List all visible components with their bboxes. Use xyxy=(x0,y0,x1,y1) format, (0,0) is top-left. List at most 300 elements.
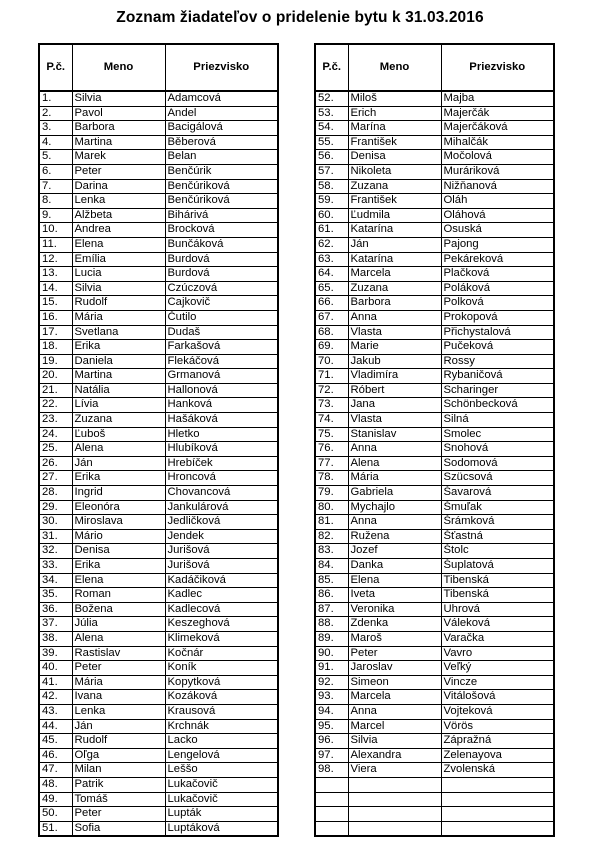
cell-number: 94. xyxy=(315,704,348,719)
table-row xyxy=(39,646,278,661)
cell-last-name: Hanková xyxy=(165,398,278,413)
cell-number: 75. xyxy=(315,427,348,442)
cell-last-name: Andel xyxy=(165,106,278,121)
cell-number: 43. xyxy=(39,704,72,719)
cell-first-name: Jakub xyxy=(348,354,441,369)
cell-first-name: Elena xyxy=(72,237,165,252)
cell-number: 37. xyxy=(39,617,72,632)
cell-number: 26. xyxy=(39,456,72,471)
cell-first-name: Ingrid xyxy=(72,486,165,501)
cell-last-name: Rybaničová xyxy=(441,369,554,384)
cell-number: 73. xyxy=(315,398,348,413)
cell-number: 17. xyxy=(39,325,72,340)
cell-last-name: Tibenská xyxy=(441,588,554,603)
cell-number xyxy=(315,777,348,792)
cell-last-name: Šťastná xyxy=(441,529,554,544)
cell-last-name: Burdová xyxy=(165,252,278,267)
cell-first-name: Vladimíra xyxy=(348,369,441,384)
table-row xyxy=(39,252,278,267)
table-row xyxy=(315,135,554,150)
table-row xyxy=(39,588,278,603)
cell-last-name: Jendek xyxy=(165,529,278,544)
cell-first-name: Denisa xyxy=(72,544,165,559)
cell-first-name: Mychajlo xyxy=(348,500,441,515)
cell-first-name: Marek xyxy=(72,150,165,165)
cell-first-name: Peter xyxy=(72,807,165,822)
cell-first-name: Pavol xyxy=(72,106,165,121)
cell-first-name: Darina xyxy=(72,179,165,194)
cell-number: 20. xyxy=(39,369,72,384)
cell-first-name: Peter xyxy=(348,646,441,661)
cell-number: 25. xyxy=(39,442,72,457)
cell-last-name: Kočnár xyxy=(165,646,278,661)
cell-number: 93. xyxy=(315,690,348,705)
cell-last-name: Czúczová xyxy=(165,281,278,296)
table-row xyxy=(315,631,554,646)
cell-first-name: Nikoleta xyxy=(348,164,441,179)
cell-last-name: Kadlec xyxy=(165,588,278,603)
cell-first-name: Sofia xyxy=(72,821,165,836)
cell-first-name: Alžbeta xyxy=(72,208,165,223)
cell-number: 88. xyxy=(315,617,348,632)
cell-number: 98. xyxy=(315,763,348,778)
table-row xyxy=(39,456,278,471)
cell-last-name: Vojteková xyxy=(441,704,554,719)
cell-first-name: Andrea xyxy=(72,223,165,238)
cell-last-name: Váleková xyxy=(441,617,554,632)
cell-last-name: Belan xyxy=(165,150,278,165)
cell-number: 64. xyxy=(315,267,348,282)
cell-number: 14. xyxy=(39,281,72,296)
cell-number: 33. xyxy=(39,559,72,574)
cell-last-name: Pučeková xyxy=(441,340,554,355)
cell-last-name: Keszeghová xyxy=(165,617,278,632)
table-row xyxy=(39,792,278,807)
table-header-row xyxy=(39,44,278,91)
cell-last-name: Šmuľak xyxy=(441,500,554,515)
empty-table-row xyxy=(315,807,554,822)
table-row xyxy=(315,573,554,588)
table-row xyxy=(315,704,554,719)
cell-last-name: Muráriková xyxy=(441,164,554,179)
table-row xyxy=(315,690,554,705)
cell-last-name: Lupták xyxy=(165,807,278,822)
cell-last-name: Adamcová xyxy=(165,91,278,106)
header-first-name: Meno xyxy=(348,44,441,91)
empty-table-row xyxy=(315,777,554,792)
cell-first-name: Ľudmila xyxy=(348,208,441,223)
cell-last-name: Klimeková xyxy=(165,631,278,646)
cell-first-name: Iveta xyxy=(348,588,441,603)
cell-first-name: Silvia xyxy=(72,281,165,296)
table-row xyxy=(39,631,278,646)
cell-number: 45. xyxy=(39,734,72,749)
cell-last-name: Veľký xyxy=(441,661,554,676)
cell-number: 54. xyxy=(315,121,348,136)
cell-first-name xyxy=(348,792,441,807)
table-row xyxy=(39,383,278,398)
cell-first-name: Ján xyxy=(72,719,165,734)
cell-number xyxy=(315,807,348,822)
cell-first-name: Elena xyxy=(72,573,165,588)
cell-first-name: Vlasta xyxy=(348,413,441,428)
cell-last-name: Szücsová xyxy=(441,471,554,486)
cell-first-name: Miroslava xyxy=(72,515,165,530)
table-row xyxy=(315,734,554,749)
cell-number: 42. xyxy=(39,690,72,705)
cell-number: 16. xyxy=(39,310,72,325)
cell-first-name: Marcela xyxy=(348,690,441,705)
cell-last-name: Majerčáková xyxy=(441,121,554,136)
table-row xyxy=(39,427,278,442)
table-row xyxy=(39,194,278,209)
cell-last-name: Schönbecková xyxy=(441,398,554,413)
cell-number: 2. xyxy=(39,106,72,121)
cell-last-name: Scharinger xyxy=(441,383,554,398)
cell-first-name: Miloš xyxy=(348,91,441,106)
cell-last-name: Grmanová xyxy=(165,369,278,384)
cell-number: 10. xyxy=(39,223,72,238)
cell-number: 82. xyxy=(315,529,348,544)
cell-first-name: Lenka xyxy=(72,704,165,719)
cell-first-name: Anna xyxy=(348,310,441,325)
table-row xyxy=(39,150,278,165)
cell-first-name: Jozef xyxy=(348,544,441,559)
cell-first-name: Roman xyxy=(72,588,165,603)
cell-number: 49. xyxy=(39,792,72,807)
cell-last-name: Močolová xyxy=(441,150,554,165)
cell-first-name: Ružena xyxy=(348,529,441,544)
cell-last-name: Chovancová xyxy=(165,486,278,501)
cell-last-name: Kopytková xyxy=(165,675,278,690)
table-row xyxy=(39,807,278,822)
cell-first-name: Stanislav xyxy=(348,427,441,442)
cell-number: 27. xyxy=(39,471,72,486)
table-row xyxy=(39,763,278,778)
cell-first-name: Veronika xyxy=(348,602,441,617)
empty-table-row xyxy=(315,792,554,807)
cell-last-name: Plačková xyxy=(441,267,554,282)
cell-last-name: Jankulárová xyxy=(165,500,278,515)
cell-first-name: Natália xyxy=(72,383,165,398)
cell-first-name: Zuzana xyxy=(348,281,441,296)
applicants-table-right xyxy=(314,43,555,837)
cell-first-name: Lucia xyxy=(72,267,165,282)
cell-number: 40. xyxy=(39,661,72,676)
table-row xyxy=(315,588,554,603)
table-row xyxy=(39,704,278,719)
cell-last-name: Nižňanová xyxy=(441,179,554,194)
table-row xyxy=(39,413,278,428)
header-last-name: Priezvisko xyxy=(441,44,554,91)
cell-last-name: Zápražná xyxy=(441,734,554,749)
cell-last-name: Majba xyxy=(441,91,554,106)
applicants-table-left xyxy=(38,43,279,837)
cell-number: 38. xyxy=(39,631,72,646)
table-row xyxy=(39,559,278,574)
cell-first-name: Katarína xyxy=(348,252,441,267)
table-row xyxy=(39,281,278,296)
table-row xyxy=(39,486,278,501)
cell-number: 92. xyxy=(315,675,348,690)
cell-number: 87. xyxy=(315,602,348,617)
table-row xyxy=(315,369,554,384)
cell-first-name: Svetlana xyxy=(72,325,165,340)
cell-first-name: Simeon xyxy=(348,675,441,690)
cell-last-name: Poláková xyxy=(441,281,554,296)
cell-last-name: Kadlecová xyxy=(165,602,278,617)
table-row xyxy=(315,719,554,734)
page-title: Zoznam žiadateľov o pridelenie bytu k 31.03.2016 xyxy=(116,9,484,26)
cell-last-name: Hletko xyxy=(165,427,278,442)
cell-last-name: Tibenská xyxy=(441,573,554,588)
cell-last-name: Mihalčák xyxy=(441,135,554,150)
cell-last-name: Šrámková xyxy=(441,515,554,530)
cell-last-name: Hrebíček xyxy=(165,456,278,471)
cell-first-name: Zdenka xyxy=(348,617,441,632)
cell-first-name: Erich xyxy=(348,106,441,121)
cell-last-name: Hašáková xyxy=(165,413,278,428)
table-row xyxy=(39,237,278,252)
table-row xyxy=(39,734,278,749)
header-last-name: Priezvisko xyxy=(165,44,278,91)
cell-first-name: Anna xyxy=(348,704,441,719)
table-row xyxy=(39,661,278,676)
cell-number: 19. xyxy=(39,354,72,369)
table-row xyxy=(39,471,278,486)
cell-number: 91. xyxy=(315,661,348,676)
cell-first-name: František xyxy=(348,135,441,150)
cell-number: 85. xyxy=(315,573,348,588)
cell-last-name: Luptáková xyxy=(165,821,278,836)
cell-number: 5. xyxy=(39,150,72,165)
cell-last-name: Krchnák xyxy=(165,719,278,734)
cell-number: 74. xyxy=(315,413,348,428)
cell-first-name: Rudolf xyxy=(72,734,165,749)
table-row xyxy=(315,194,554,209)
cell-last-name: Hroncová xyxy=(165,471,278,486)
table-row xyxy=(315,91,554,106)
cell-number: 12. xyxy=(39,252,72,267)
table-row xyxy=(315,646,554,661)
table-row xyxy=(315,398,554,413)
cell-first-name: Peter xyxy=(72,164,165,179)
cell-last-name: Cajkovič xyxy=(165,296,278,311)
table-row xyxy=(39,675,278,690)
cell-last-name: Lukačovič xyxy=(165,777,278,792)
cell-last-name: Pajong xyxy=(441,237,554,252)
cell-last-name: Dudaš xyxy=(165,325,278,340)
cell-last-name: Jedličková xyxy=(165,515,278,530)
table-row xyxy=(39,398,278,413)
cell-last-name: Šuplatová xyxy=(441,559,554,574)
table-row xyxy=(39,223,278,238)
cell-number: 50. xyxy=(39,807,72,822)
table-row xyxy=(39,602,278,617)
cell-first-name: Oľga xyxy=(72,748,165,763)
cell-last-name: Uhrová xyxy=(441,602,554,617)
table-row xyxy=(39,91,278,106)
table-row xyxy=(39,573,278,588)
cell-last-name: Vincze xyxy=(441,675,554,690)
table-row xyxy=(315,208,554,223)
table-row xyxy=(315,471,554,486)
cell-first-name: Barbora xyxy=(348,296,441,311)
cell-number: 53. xyxy=(315,106,348,121)
cell-first-name: František xyxy=(348,194,441,209)
table-row xyxy=(315,383,554,398)
table-row xyxy=(315,675,554,690)
cell-first-name: Viera xyxy=(348,763,441,778)
cell-number: 66. xyxy=(315,296,348,311)
cell-last-name: Čutilo xyxy=(165,310,278,325)
table-row xyxy=(39,544,278,559)
cell-number: 7. xyxy=(39,179,72,194)
table-row xyxy=(315,748,554,763)
cell-last-name: Šavarová xyxy=(441,486,554,501)
table-row xyxy=(315,661,554,676)
table-row xyxy=(315,281,554,296)
table-row xyxy=(315,486,554,501)
table-row xyxy=(39,296,278,311)
cell-last-name: Štolc xyxy=(441,544,554,559)
table-row xyxy=(315,544,554,559)
cell-number: 68. xyxy=(315,325,348,340)
cell-number: 3. xyxy=(39,121,72,136)
table-row xyxy=(315,515,554,530)
cell-last-name: Smolec xyxy=(441,427,554,442)
cell-last-name: Oláhová xyxy=(441,208,554,223)
cell-last-name: Lengelová xyxy=(165,748,278,763)
cell-first-name: Ivana xyxy=(72,690,165,705)
table-row xyxy=(39,106,278,121)
cell-first-name: Erika xyxy=(72,471,165,486)
cell-last-name: Flekáčová xyxy=(165,354,278,369)
cell-first-name: Zuzana xyxy=(348,179,441,194)
header-number: P.č. xyxy=(315,44,348,91)
cell-last-name: Benčúriková xyxy=(165,194,278,209)
cell-last-name: Koník xyxy=(165,661,278,676)
cell-last-name: Bacigálová xyxy=(165,121,278,136)
cell-number: 29. xyxy=(39,500,72,515)
cell-number: 95. xyxy=(315,719,348,734)
cell-last-name: Běberová xyxy=(165,135,278,150)
cell-last-name: Pekáreková xyxy=(441,252,554,267)
cell-number: 70. xyxy=(315,354,348,369)
table-row xyxy=(39,719,278,734)
cell-last-name xyxy=(441,807,554,822)
cell-number: 22. xyxy=(39,398,72,413)
cell-number: 24. xyxy=(39,427,72,442)
cell-first-name: Alena xyxy=(72,631,165,646)
cell-number: 96. xyxy=(315,734,348,749)
table-row xyxy=(39,135,278,150)
cell-number: 15. xyxy=(39,296,72,311)
cell-last-name: Zvolenská xyxy=(441,763,554,778)
cell-first-name: Mária xyxy=(72,675,165,690)
table-row xyxy=(315,413,554,428)
table-row xyxy=(39,267,278,282)
cell-last-name xyxy=(441,792,554,807)
cell-last-name xyxy=(441,777,554,792)
cell-last-name: Vitálošová xyxy=(441,690,554,705)
cell-first-name: Emília xyxy=(72,252,165,267)
cell-number: 67. xyxy=(315,310,348,325)
table-row xyxy=(315,310,554,325)
cell-last-name: Vörös xyxy=(441,719,554,734)
table-row xyxy=(39,821,278,836)
cell-first-name: Katarína xyxy=(348,223,441,238)
cell-number: 63. xyxy=(315,252,348,267)
table-row xyxy=(39,354,278,369)
cell-number: 86. xyxy=(315,588,348,603)
table-row xyxy=(315,340,554,355)
cell-number: 81. xyxy=(315,515,348,530)
table-row xyxy=(315,223,554,238)
cell-last-name: Jurišová xyxy=(165,559,278,574)
cell-first-name: Mária xyxy=(348,471,441,486)
table-row xyxy=(315,602,554,617)
cell-number: 31. xyxy=(39,529,72,544)
cell-first-name: Daniela xyxy=(72,354,165,369)
cell-number: 58. xyxy=(315,179,348,194)
cell-number: 89. xyxy=(315,631,348,646)
cell-first-name: Barbora xyxy=(72,121,165,136)
table-row xyxy=(39,208,278,223)
cell-number: 71. xyxy=(315,369,348,384)
table-row xyxy=(315,427,554,442)
cell-first-name: Božena xyxy=(72,602,165,617)
cell-last-name: Jurišová xyxy=(165,544,278,559)
cell-last-name: Majerčák xyxy=(441,106,554,121)
cell-number: 8. xyxy=(39,194,72,209)
cell-first-name: Eleonóra xyxy=(72,500,165,515)
cell-number: 77. xyxy=(315,456,348,471)
cell-last-name: Silná xyxy=(441,413,554,428)
cell-last-name: Snohová xyxy=(441,442,554,457)
cell-last-name: Benčúriková xyxy=(165,179,278,194)
cell-number: 65. xyxy=(315,281,348,296)
cell-number: 56. xyxy=(315,150,348,165)
cell-first-name: Lívia xyxy=(72,398,165,413)
cell-number: 18. xyxy=(39,340,72,355)
cell-number: 34. xyxy=(39,573,72,588)
cell-last-name: Leššo xyxy=(165,763,278,778)
table-row xyxy=(39,617,278,632)
cell-first-name: Jaroslav xyxy=(348,661,441,676)
cell-number: 72. xyxy=(315,383,348,398)
cell-number: 28. xyxy=(39,486,72,501)
table-row xyxy=(39,500,278,515)
cell-first-name: Marína xyxy=(348,121,441,136)
cell-number: 9. xyxy=(39,208,72,223)
cell-number: 78. xyxy=(315,471,348,486)
table-header-row xyxy=(315,44,554,91)
table-row xyxy=(39,121,278,136)
cell-last-name: Rossy xyxy=(441,354,554,369)
cell-first-name: Maroš xyxy=(348,631,441,646)
table-row xyxy=(39,164,278,179)
cell-last-name: Kadáčiková xyxy=(165,573,278,588)
cell-first-name: Ján xyxy=(72,456,165,471)
cell-first-name: Ľuboš xyxy=(72,427,165,442)
table-row xyxy=(39,690,278,705)
cell-first-name: Lenka xyxy=(72,194,165,209)
cell-first-name: Silvia xyxy=(72,91,165,106)
cell-number: 11. xyxy=(39,237,72,252)
cell-last-name: Prokopová xyxy=(441,310,554,325)
table-row xyxy=(315,252,554,267)
